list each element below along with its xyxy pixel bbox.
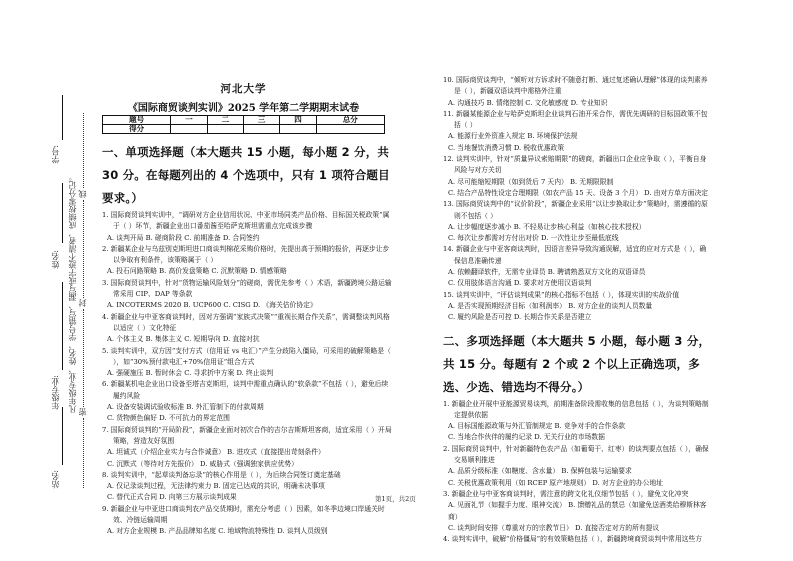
question-options: A. 个体主义 B. 集体主义 C. 短期导向 D. 直接对抗 xyxy=(107,335,260,344)
question-options: A. 是否实现预期经济目标（如利润率） B. 对方企业的谈判人员数量 xyxy=(448,301,653,310)
question-item xyxy=(102,504,392,538)
name-label: 姓名: xyxy=(51,250,60,269)
question-options: C. 当地合作伙伴的履约记录 D. 无关行业的市场数据 xyxy=(448,433,605,442)
seal-mark-xian: 线 xyxy=(78,190,87,198)
question-options: C. 货物颜色偏好 D. 不可抗力的界定范围 xyxy=(107,414,230,423)
question-item xyxy=(443,154,711,199)
question-item xyxy=(443,534,711,545)
score-header-cell: 四 xyxy=(280,116,316,125)
question-options: A. 目标国能源政策与外汇管制规定 B. 竞争对手的合作条款 xyxy=(448,422,626,431)
student-id-label: 学号: xyxy=(51,145,60,164)
question-options: C. 沉默式（等待对方先报价） D. 威胁式（强调独家供应优势） xyxy=(107,459,298,468)
question-item xyxy=(443,489,711,534)
name-line xyxy=(62,183,63,243)
question-options: A. 谈判开局 B. 磋商阶段 C. 前期准备 D. 合同签约 xyxy=(107,233,260,242)
question-stem: 11. 新疆某能源企业与哈萨克斯坦企业谈判石油开采合作，需优先调研的目标国政策不包括（ ） xyxy=(443,109,708,130)
section2-questions xyxy=(443,399,711,546)
score-header-cell: 二 xyxy=(207,116,243,125)
question-options: C. 结合产品特性设定合理期限（如农产品 15 天、设备 3 个月） D. 由对方单方面决定 xyxy=(448,188,709,197)
question-options: A. 让步幅度逐步减小 B. 不轻易让步核心利益（如核心技术授权） xyxy=(448,222,646,231)
question-options: A. 投石问路策略 B. 高价发盘策略 C. 沉默策略 D. 情感策略 xyxy=(107,267,287,276)
question-item xyxy=(443,199,711,244)
score-header-cell: 一 xyxy=(171,116,207,125)
question-item xyxy=(102,425,392,470)
section2-title: 二、多项选择题（本大题共 5 小题，每小题 3 分，共 15 分。每题有 2 个或 2 个以上正确选项，多选、少选、错选均不得分。） xyxy=(443,333,711,394)
question-options: A. 沟通技巧 B. 情绪控制 C. 文化敏感度 D. 专业知识 xyxy=(448,98,608,107)
question-stem: 15. 谈判实训中，“评估谈判成果”的核心指标不包括（ ），体现实训的实战价值 xyxy=(443,290,680,299)
question-options: C. 谈判时间安排（尊重对方的宗教节日） D. 直接否定对方的所有提议 xyxy=(448,523,660,532)
question-stem: 1. 新疆企业开展中亚能源贸易谈判，前期准备阶段需收集的信息包括（ ），为谈判策略制定提供依据 xyxy=(443,399,709,419)
question-options: A. 依赖翻译软件，无需专业译员 B. 聘请熟悉双方文化的双语译员 xyxy=(448,268,646,277)
question-options: C. 仅用肢体语言沟通 D. 要求对方使用汉语谈判 xyxy=(448,279,592,288)
exam-title: 《国际商贸谈判实训》2025 学年第二学期期末试卷 xyxy=(127,103,360,114)
question-options: A. 仅记录谈判过程，无法律约束力 B. 固定已达成的共识，明确未决事项 xyxy=(107,482,325,491)
score-header-cell: 三 xyxy=(243,116,279,125)
question-stem: 4. 谈判实训中，破解“价格僵局”的有效策略包括（ ），新疆跨境商贸谈判中常用这些方 xyxy=(443,535,703,544)
section1 xyxy=(102,141,392,538)
question-options: A. 设备安装调试验收标准 B. 外汇管制下的付款周期 xyxy=(107,403,264,412)
question-options: A. 强硬施压 B. 暂时休会 C. 寻求折中方案 D. 终止谈判 xyxy=(107,369,274,378)
score-cell xyxy=(316,125,384,134)
question-item xyxy=(102,210,392,244)
question-options: C. 履约风险是否可控 D. 长期合作关系是否建立 xyxy=(448,313,592,322)
question-options: A. 坦诚式（介绍企业实力与合作诚意） B. 进攻式（直接提出苛刻条件） xyxy=(107,448,325,457)
question-item xyxy=(443,109,711,154)
seal-dotted-line xyxy=(83,418,84,488)
score-cell xyxy=(280,125,316,134)
grade-major-label: 年级专业: xyxy=(51,375,60,410)
page-number: 第1页，共2页 xyxy=(375,495,416,503)
question-item xyxy=(443,399,711,444)
question-stem: 1. 国际商贸谈判实训中，“调研对方企业信用状况、中亚市场同类产品价格、目标国关税政策”属于（ ）环节，新疆企业出口番茄酱至哈萨克斯坦需重点完成该步骤 xyxy=(102,211,390,231)
question-item xyxy=(443,290,711,324)
section1-questions-part1 xyxy=(102,210,392,538)
question-item xyxy=(102,278,392,312)
score-table-score-row xyxy=(103,125,385,134)
question-stem: 13. 国际商贸谈判中的“议价阶段”，新疆企业采用“以让步换取让步”策略时，需遵循的原则不包括（ ） xyxy=(443,200,708,220)
question-item xyxy=(102,244,392,278)
question-item xyxy=(102,346,392,380)
binding-notice: 凡年级专业、姓名、学号错写、漏写或字迹不清者，成绩按零分记。 xyxy=(68,173,77,413)
question-options: C. 替代正式合同 D. 向第三方展示谈判成果 xyxy=(107,493,237,502)
university-name: 河北大学 xyxy=(220,83,267,95)
question-stem: 14. 新疆企业与中亚客商谈判时，因语言差异导致沟通误解，适宜的应对方式是（ ），确保信息准确传递 xyxy=(443,245,707,265)
station-line xyxy=(62,407,63,465)
question-options: C. 每次让步都需对方付出对价 D. 一次性让步至最低底线 xyxy=(448,234,619,243)
question-stem: 7. 国际商贸谈判的“开局阶段”，新疆企业面对初次合作的吉尔吉斯斯坦客商，适宜采用（ ）开局策略，营造友好氛围 xyxy=(102,425,392,445)
score-table-header-row xyxy=(103,116,385,125)
question-stem: 3. 国际商贸谈判中，针对“货物运输风险划分”的磋商，需优先参考（ ）术语，新疆跨境公路运输常采用 CIP、DAP 等条款 xyxy=(102,278,392,299)
question-item xyxy=(102,379,392,424)
question-stem: 6. 新疆某机电企业出口设备至塔吉克斯坦，谈判中需重点确认的“软条款”不包括（ ），避免后续履约风险 xyxy=(102,380,389,400)
question-stem: 4. 新疆企业与中亚客商谈判时，因对方强调“家族式决策”“重视长期合作关系”，需调整谈判风格以适应（ ）文化特征 xyxy=(102,312,390,332)
question-item xyxy=(102,470,392,504)
station-label: 站名: xyxy=(51,470,60,489)
question-options: C. 关税优惠政策利用（如 RCEP 原产地规则） D. 对方企业的办公地址 xyxy=(448,478,664,487)
score-cell xyxy=(207,125,243,134)
score-row-label: 得分 xyxy=(103,125,171,134)
question-stem: 8. 谈判实训中，“起草谈判备忘录”的核心作用是（ ），为后续合同签订奠定基础 xyxy=(102,470,341,479)
question-stem: 10. 国际商贸谈判中，“倾听对方诉求时不随意打断、通过复述确认理解”体现的谈判素养是（ ），新疆双语谈判中需格外注重 xyxy=(443,76,708,96)
grade-major-line xyxy=(62,282,63,370)
section1-questions-part2 xyxy=(443,75,711,324)
question-stem: 9. 新疆企业与中亚进口商谈判农产品交货期时，需充分考虑（ ）因素，如冬季边境口岸通关时效、冷链运输周期 xyxy=(102,504,385,525)
section1-title: 一、单项选择题（本大题共 15 小题，每小题 2 分，共 30 分。在每题列出的 4 个选项中，只有 1 项符合题目要求。） xyxy=(102,145,390,205)
seal-mark-feng: 封 xyxy=(78,299,87,307)
seal-mark-mi: 密 xyxy=(78,408,87,416)
question-options: A. 对方企业规模 B. 产品品牌知名度 C. 地域物流特殊性 D. 谈判人员级别 xyxy=(107,527,328,536)
score-cell xyxy=(171,125,207,134)
question-options: A. 能源行业外资准入规定 B. 环境保护法规 xyxy=(448,132,578,141)
seal-dotted-line xyxy=(83,309,84,407)
question-options: A. 尽可能缩短期限（如到货后 7 天内） B. 无期限限制 xyxy=(448,177,614,186)
question-options: A. 品质分级标准（如糖度、含水量） B. 保鲜包装与运输要求 xyxy=(448,467,632,476)
score-cell xyxy=(243,125,279,134)
question-item xyxy=(102,312,392,346)
seal-dotted-line xyxy=(83,200,84,298)
question-item xyxy=(443,444,711,489)
question-stem: 5. 谈判实训中，双方因“支付方式（信用证 vs 电汇）”产生分歧陷入僵局，可采用的破解策略是（ ），如“30%预付款电汇+70%信用证”组合方式 xyxy=(102,346,391,366)
score-table xyxy=(102,115,385,134)
student-id-line xyxy=(62,95,63,140)
question-item xyxy=(443,75,711,109)
question-options: A. 见面礼节（如握手力度、眼神交流） B. 馈赠礼品的禁忌（如避免送酒类给穆斯林客商） xyxy=(448,501,707,521)
question-stem: 2. 新疆某企业与乌兹别克斯坦进口商谈判棉花采购价格时，先提出高于预期的报价，再逐步让步以争取有利条件，该策略属于（ ） xyxy=(102,244,390,265)
score-header-cell: 总分 xyxy=(316,116,384,125)
question-options: A. INCOTERMS 2020 B. UCP600 C. CISG D. 《海关估价协定》 xyxy=(107,301,317,310)
question-options: C. 当地餐饮消费习惯 D. 税收优惠政策 xyxy=(448,143,565,152)
question-stem: 3. 新疆企业与中亚客商谈判时，需注意的跨文化礼仪细节包括（ ），避免文化冲突 xyxy=(443,489,689,498)
question-item xyxy=(443,244,711,289)
question-stem: 12. 谈判实训中，针对“质量异议索赔期限”的磋商，新疆出口企业应争取（ ），平衡自身风险与对方关切 xyxy=(443,155,707,175)
seal-dotted-line xyxy=(83,113,84,188)
section1-continued xyxy=(443,75,711,545)
score-header-cell: 题号 xyxy=(103,116,171,125)
question-stem: 2. 国际商贸谈判中，针对新疆特色农产品（如葡萄干、红枣）的谈判要点包括（ ），确保交易顺利推进 xyxy=(443,444,709,465)
